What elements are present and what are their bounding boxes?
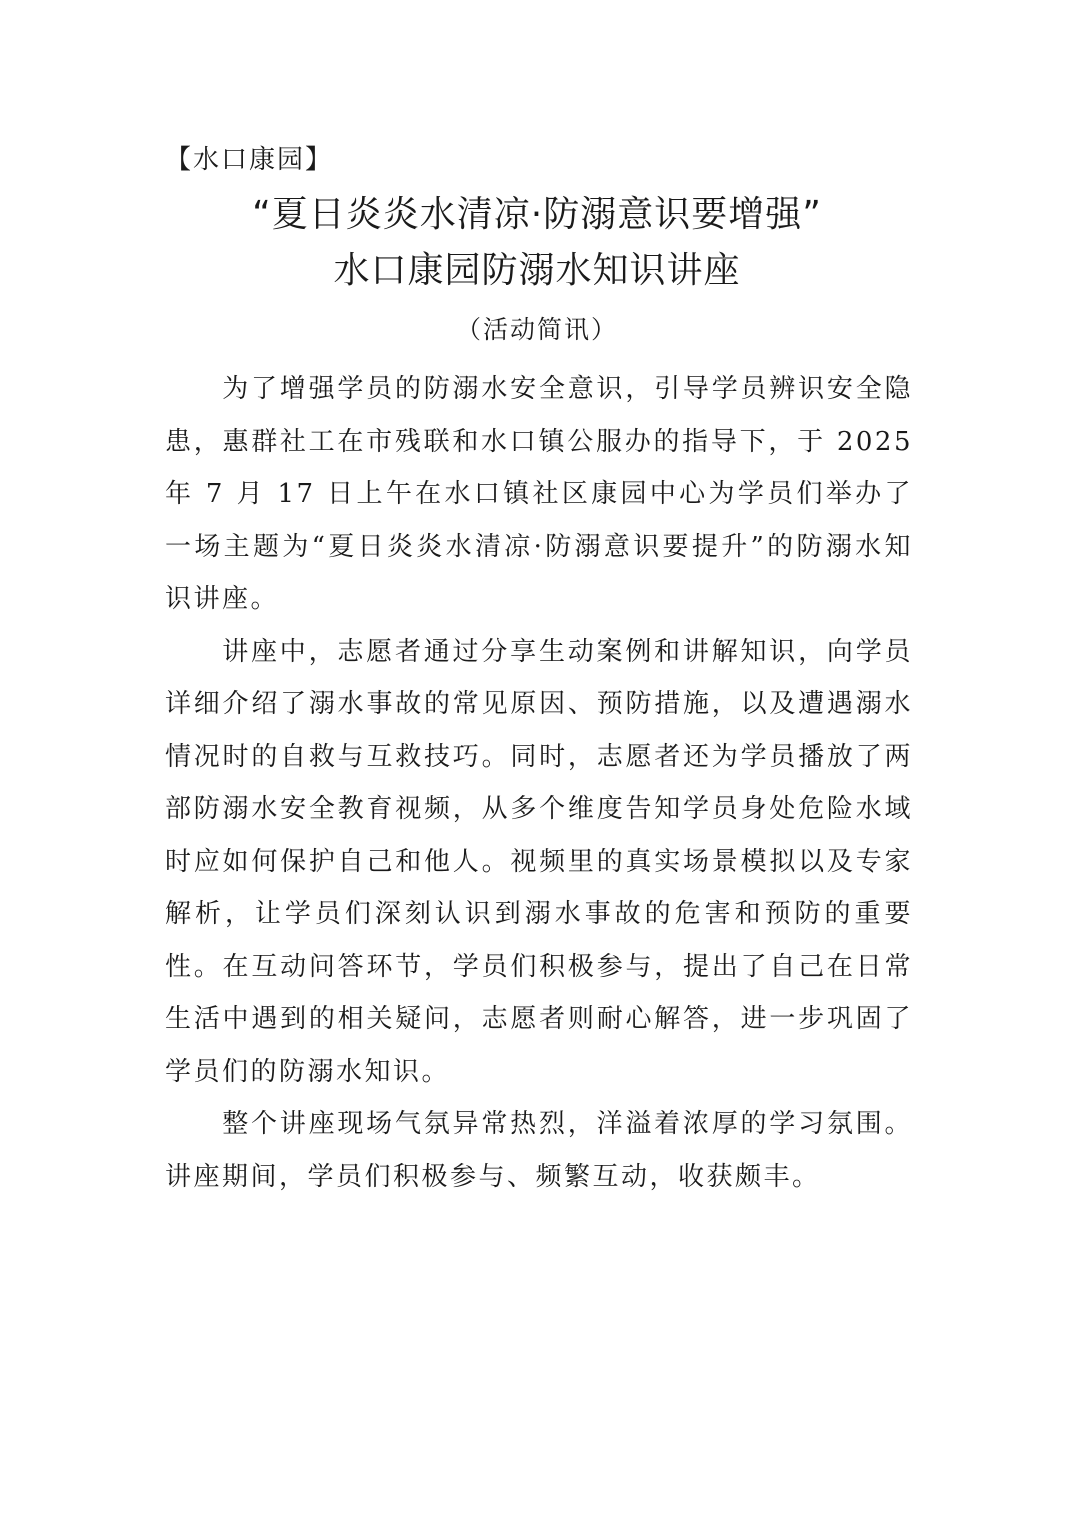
title-line-2: 水口康园防溺水知识讲座 — [333, 250, 741, 291]
subtitle: （活动简讯） — [455, 315, 618, 344]
title-line-1: “夏日炎炎水清凉·防溺意识要增强” — [252, 194, 822, 235]
paragraph: 讲座中，志愿者通过分享生动案例和讲解知识，向学员详细介绍了溺水事故的常见原因、预防措施，以及遭遇溺水情况时的自救与互救技巧。同时，志愿者还为学员播放了两部防溺水安全教育视频，从多个维度告知学员身处危险水域时应如何保护自己和他人。视频里的真实场景模拟以及专家解析，让学员们深刻认识到溺水事故的危害和预防的重要性。在互动问答环节，学员们积极参与，提出了自己在日常生活中遇到的相关疑问，志愿者则耐心解答，进一步巩固了学员们的防溺水知识。 — [165, 636, 913, 1087]
paragraph: 为了增强学员的防溺水安全意识，引导学员辨识安全隐患，惠群社工在市残联和水口镇公服办的指导下，于 2025 年 7 月 17 日上午在水口镇社区康园中心为学员们举办了一场主题为“夏日炎炎水清凉·防溺意识要提升”的防溺水知识讲座。 — [165, 374, 913, 614]
paragraph: 整个讲座现场气氛异常热烈，洋溢着浓厚的学习氛围。讲座期间，学员们积极参与、频繁互动，收获颇丰。 — [165, 1109, 913, 1192]
section-tag: 【水口康园】 — [165, 145, 334, 175]
article-body — [165, 363, 913, 1203]
